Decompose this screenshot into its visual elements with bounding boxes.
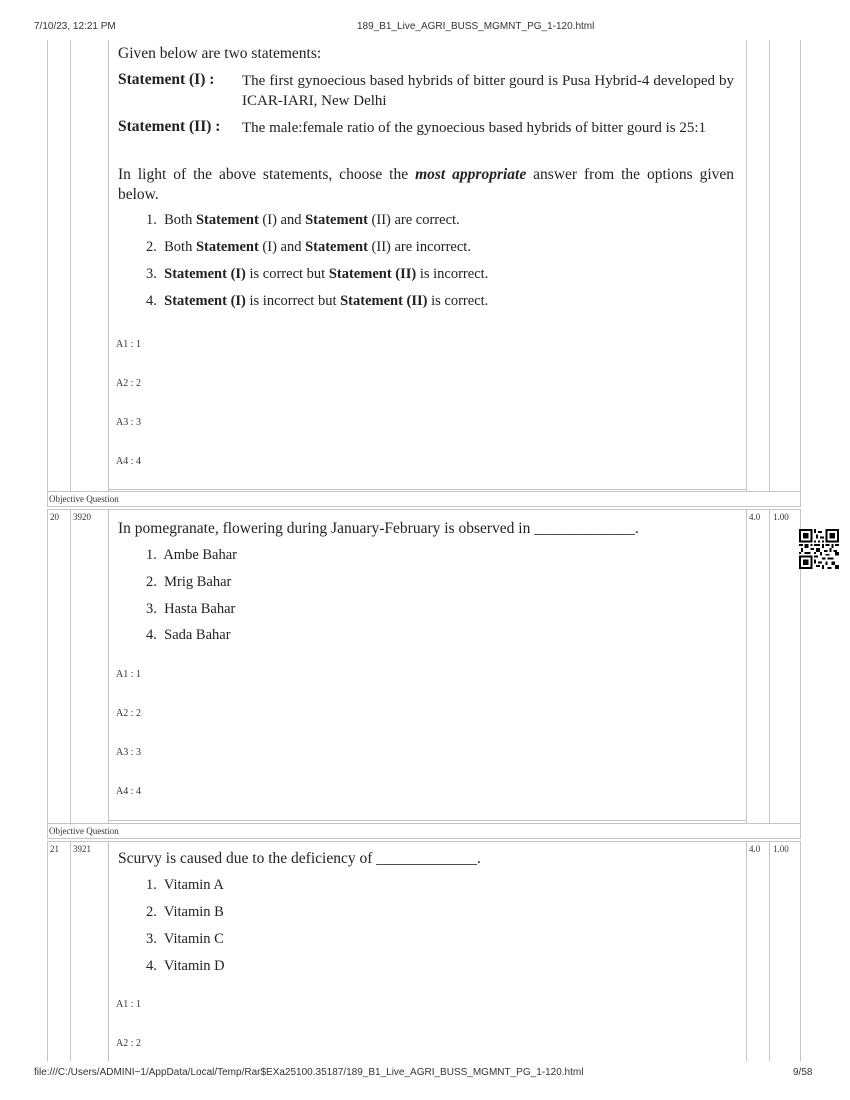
answer-id: A4 : 4 bbox=[116, 786, 141, 797]
question-id: 3920 bbox=[73, 512, 91, 522]
option-item: 4. Vitamin D bbox=[146, 958, 225, 974]
option-item: 1. Vitamin A bbox=[146, 877, 224, 893]
statements-instruction: In light of the above statements, choose the most appropriate answer from the options given below. bbox=[118, 166, 735, 203]
answer-id: A2 : 2 bbox=[116, 708, 141, 719]
page-number: 9/58 bbox=[793, 1067, 813, 1078]
question-id: 3921 bbox=[73, 844, 91, 854]
option-item: 1. Both Statement (I) and Statement (II) are correct. bbox=[146, 212, 460, 228]
answer-id: A2 : 2 bbox=[116, 378, 141, 389]
qr-code-icon bbox=[799, 529, 839, 569]
question-text: Scurvy is caused due to the deficiency of _____________. bbox=[118, 850, 481, 867]
answer-id: A4 : 4 bbox=[116, 456, 141, 467]
statement-1-text: The first gynoecious based hybrids of bitter gourd is Pusa Hybrid-4 developed by ICAR-IARI, New Delhi bbox=[242, 73, 734, 109]
option-item: 4. Statement (I) is incorrect but Statement (II) is correct. bbox=[146, 293, 489, 309]
question-marks: 4.0 bbox=[749, 512, 761, 522]
section-label: Objective Question bbox=[49, 494, 119, 504]
question-serial: 20 bbox=[50, 512, 59, 522]
option-item: 2. Vitamin B bbox=[146, 904, 224, 920]
document-title: 189_B1_Live_AGRI_BUSS_MGMNT_PG_1-120.html bbox=[357, 21, 595, 32]
question-text: In pomegranate, flowering during January-February is observed in _____________. bbox=[118, 520, 639, 537]
option-item: 2. Both Statement (I) and Statement (II) are incorrect. bbox=[146, 239, 471, 255]
file-path: file:///C:/Users/ADMINI~1/AppData/Local/Temp/Rar$EXa25100.35187/189_B1_Live_AGRI_BUSS_MGMNT_PG_1-120.html bbox=[34, 1067, 584, 1078]
option-item: 1. Ambe Bahar bbox=[146, 547, 238, 563]
question-serial: 21 bbox=[50, 844, 59, 854]
statement-2-label: Statement (II) : bbox=[118, 118, 221, 135]
option-item: 3. Statement (I) is correct but Statement (II) is incorrect. bbox=[146, 266, 489, 282]
question-negative-marks: 1.00 bbox=[773, 844, 789, 854]
answer-id: A1 : 1 bbox=[116, 999, 141, 1010]
statements-intro: Given below are two statements: bbox=[118, 45, 322, 62]
statement-1-label: Statement (I) : bbox=[118, 71, 215, 88]
option-item: 3. Vitamin C bbox=[146, 931, 224, 947]
option-item: 2. Mrig Bahar bbox=[146, 574, 232, 590]
question-negative-marks: 1.00 bbox=[773, 512, 789, 522]
answer-id: A1 : 1 bbox=[116, 669, 141, 680]
question-marks: 4.0 bbox=[749, 844, 761, 854]
answer-id: A3 : 3 bbox=[116, 417, 141, 428]
answer-id: A1 : 1 bbox=[116, 339, 141, 350]
section-label: Objective Question bbox=[49, 826, 119, 836]
print-datetime: 7/10/23, 12:21 PM bbox=[34, 21, 116, 32]
option-item: 4. Sada Bahar bbox=[146, 627, 231, 643]
option-item: 3. Hasta Bahar bbox=[146, 601, 236, 617]
statement-2-text: The male:female ratio of the gynoecious based hybrids of bitter gourd is 25:1 bbox=[242, 120, 707, 136]
answer-id: A2 : 2 bbox=[116, 1038, 141, 1049]
answer-id: A3 : 3 bbox=[116, 747, 141, 758]
